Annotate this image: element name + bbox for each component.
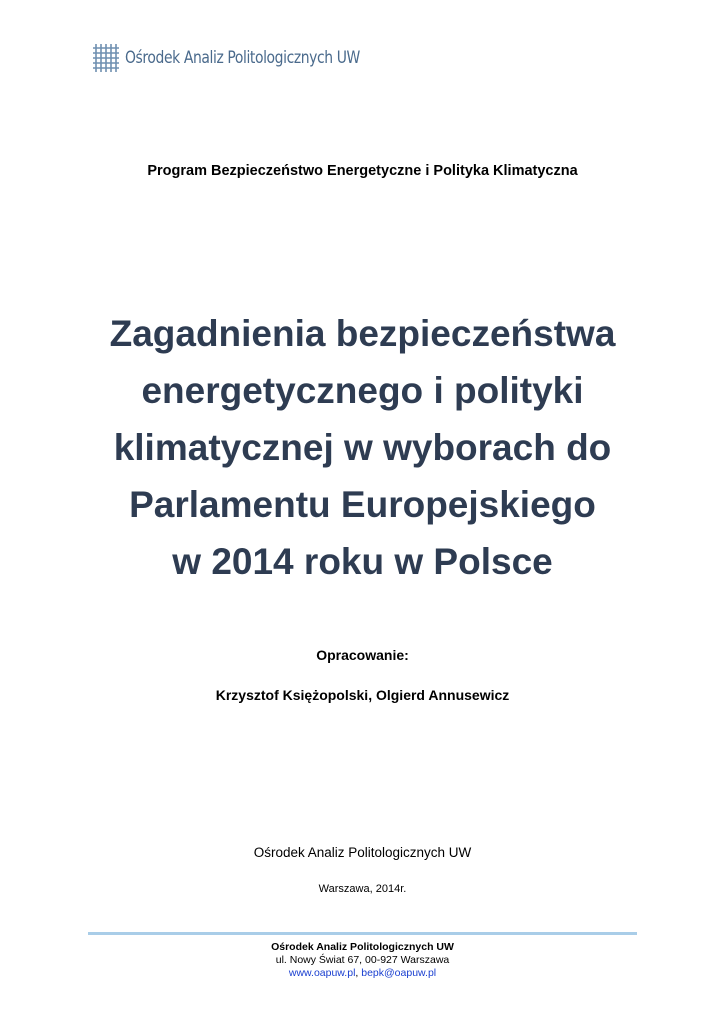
footer-address: ul. Nowy Świat 67, 00-927 Warszawa xyxy=(275,954,450,966)
title-line: w 2014 roku w Polsce xyxy=(172,541,553,582)
grid-logo-icon xyxy=(91,42,121,74)
contact-separator: , xyxy=(355,967,362,979)
website-link[interactable]: www.oapuw.pl xyxy=(288,967,356,979)
footer-contacts xyxy=(0,967,725,980)
header-logo xyxy=(91,42,411,74)
organization-name: Ośrodek Analiz Politologicznych UW xyxy=(253,845,472,860)
footer-divider xyxy=(88,932,637,935)
title-line: Zagadnienia bezpieczeństwa xyxy=(109,313,616,354)
footer xyxy=(0,941,725,980)
place-date: Warszawa, 2014r. xyxy=(318,883,407,895)
title-line: klimatycznej w wyborach do xyxy=(113,427,612,468)
logo-text: Ośrodek Analiz Politologicznych UW xyxy=(125,48,360,68)
title-line: energetycznego i polityki xyxy=(141,370,584,411)
footer-org: Ośrodek Analiz Politologicznych UW xyxy=(271,941,454,953)
title-line: Parlamentu Europejskiego xyxy=(129,484,596,525)
authors: Krzysztof Księżopolski, Olgierd Annusewicz xyxy=(215,687,510,703)
document-title xyxy=(0,305,725,590)
opracowanie-label: Opracowanie: xyxy=(316,647,409,663)
email-link[interactable]: bepk@oapuw.pl xyxy=(361,967,437,979)
program-name: Program Bezpieczeństwo Energetyczne i Polityka Klimatyczna xyxy=(147,163,578,179)
